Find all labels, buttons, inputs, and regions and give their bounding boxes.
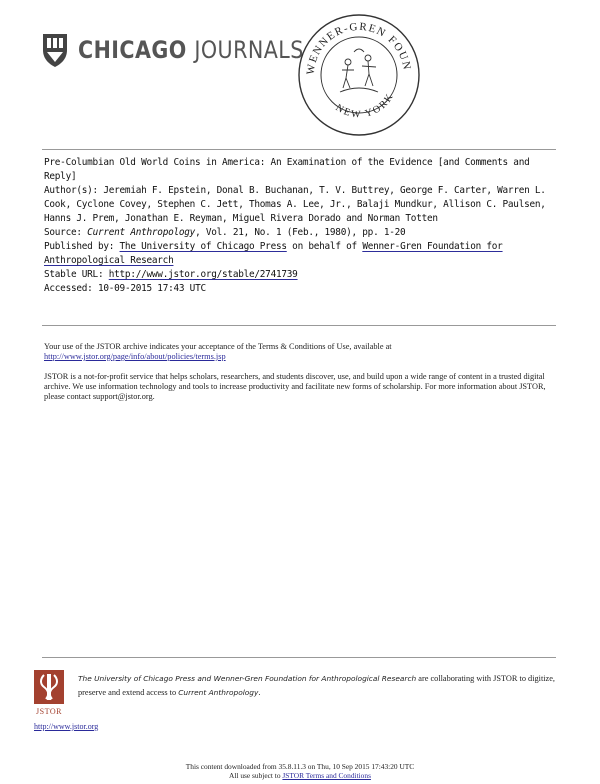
- download-line: This content downloaded from 35.8.11.3 on Thu, 10 Sep 2015 17:43:20 UTC: [185, 762, 415, 771]
- collab-journal: Current Anthropology: [178, 688, 259, 697]
- wenner-gren-seal: [296, 12, 422, 138]
- seal-bottom-text: NEW YORK: [333, 90, 397, 121]
- terms-paragraph: [44, 342, 558, 362]
- jstor-terms-link[interactable]: JSTOR Terms and Conditions: [282, 771, 371, 780]
- authors-line: [44, 184, 556, 226]
- top-divider: [42, 149, 556, 150]
- logo-word-journals: JOURNALS: [194, 36, 304, 64]
- citation-block: [44, 156, 556, 296]
- jstor-url-link[interactable]: http://www.jstor.org: [34, 722, 99, 731]
- jstor-logo-icon: [34, 670, 64, 718]
- collaboration-statement: [78, 672, 564, 700]
- on-behalf-text: on behalf of: [292, 241, 357, 252]
- chicago-press-seal-icon: [40, 32, 70, 68]
- stable-url-link[interactable]: http://www.jstor.org/stable/2741739: [108, 269, 298, 280]
- accessed-label: Accessed:: [44, 283, 93, 294]
- logo-word-chicago: CHICAGO: [78, 36, 187, 64]
- collab-text: are collaborating with JSTOR to digitize, preserve and extend access to: [78, 674, 556, 697]
- jstor-about-paragraph: JSTOR is a not-for-profit service that helps scholars, researchers, and students discover, use, and build upon a wide range of content in a trusted digital archive. We use information technology and tools to increase productivity and facilitate new forms of scholarship. For more information about JSTOR, please contact support@jstor.org.: [44, 372, 546, 401]
- authors: Jeremiah F. Epstein, Donal B. Buchanan, T. V. Buttrey, George F. Carter, Warren L. Cook, Cyclone Covey, Stephen C. Jett, Thomas A. Lee, Jr., Balaji Mundkur, Allison C. Paulsen, Hanns J. Prem, Jonathan E. Reyman, Miguel Rivera Dorado and Norman Totten: [44, 185, 546, 224]
- seal-top-text: WENNER-GREN FOUN: [304, 20, 413, 76]
- article-title: Pre-Columbian Old World Coins in America: An Examination of the Evidence [and Comments and Reply]: [44, 157, 530, 182]
- source-details: , Vol. 21, No. 1 (Feb., 1980), pp. 1-20: [195, 227, 406, 238]
- jstor-logo: [34, 670, 64, 718]
- published-label: Published by:: [44, 241, 115, 252]
- terms-link[interactable]: http://www.jstor.org/page/info/about/policies/terms.jsp: [44, 352, 226, 361]
- chicago-journals-wordmark: [78, 36, 304, 64]
- bottom-divider: [42, 657, 556, 658]
- middle-divider: [42, 325, 556, 326]
- journal-name: Current Anthropology: [87, 227, 196, 238]
- source-line: [44, 226, 556, 240]
- use-line: [0, 771, 600, 780]
- authors-label: Author(s):: [44, 185, 98, 196]
- use-prefix: All use subject to: [229, 771, 281, 780]
- accessed-date: 10-09-2015 17:43 UTC: [97, 283, 206, 294]
- chicago-journals-logo: [40, 30, 304, 70]
- stable-url-line: [44, 268, 556, 282]
- source-label: Source:: [44, 227, 82, 238]
- download-notice: [0, 762, 600, 780]
- collab-org: The University of Chicago Press and Wenner-Gren Foundation for Anthropological Research: [78, 674, 417, 683]
- accessed-line: [44, 282, 556, 296]
- terms-text: Your use of the JSTOR archive indicates your acceptance of the Terms & Conditions of Use, available at: [44, 342, 392, 351]
- terms-block: [44, 342, 558, 412]
- published-line: [44, 240, 556, 268]
- svg-text:NEW YORK: [334, 91, 397, 121]
- collab-end: .: [258, 688, 261, 697]
- foundation-link[interactable]: Wenner-Gren Foundation for Anthropological Research: [44, 241, 503, 266]
- wenner-gren-seal-icon: [296, 12, 422, 138]
- publisher-link[interactable]: The University of Chicago Press: [119, 241, 287, 252]
- stable-url-label: Stable URL:: [44, 269, 104, 280]
- jstor-logo-text: JSTOR: [36, 707, 62, 716]
